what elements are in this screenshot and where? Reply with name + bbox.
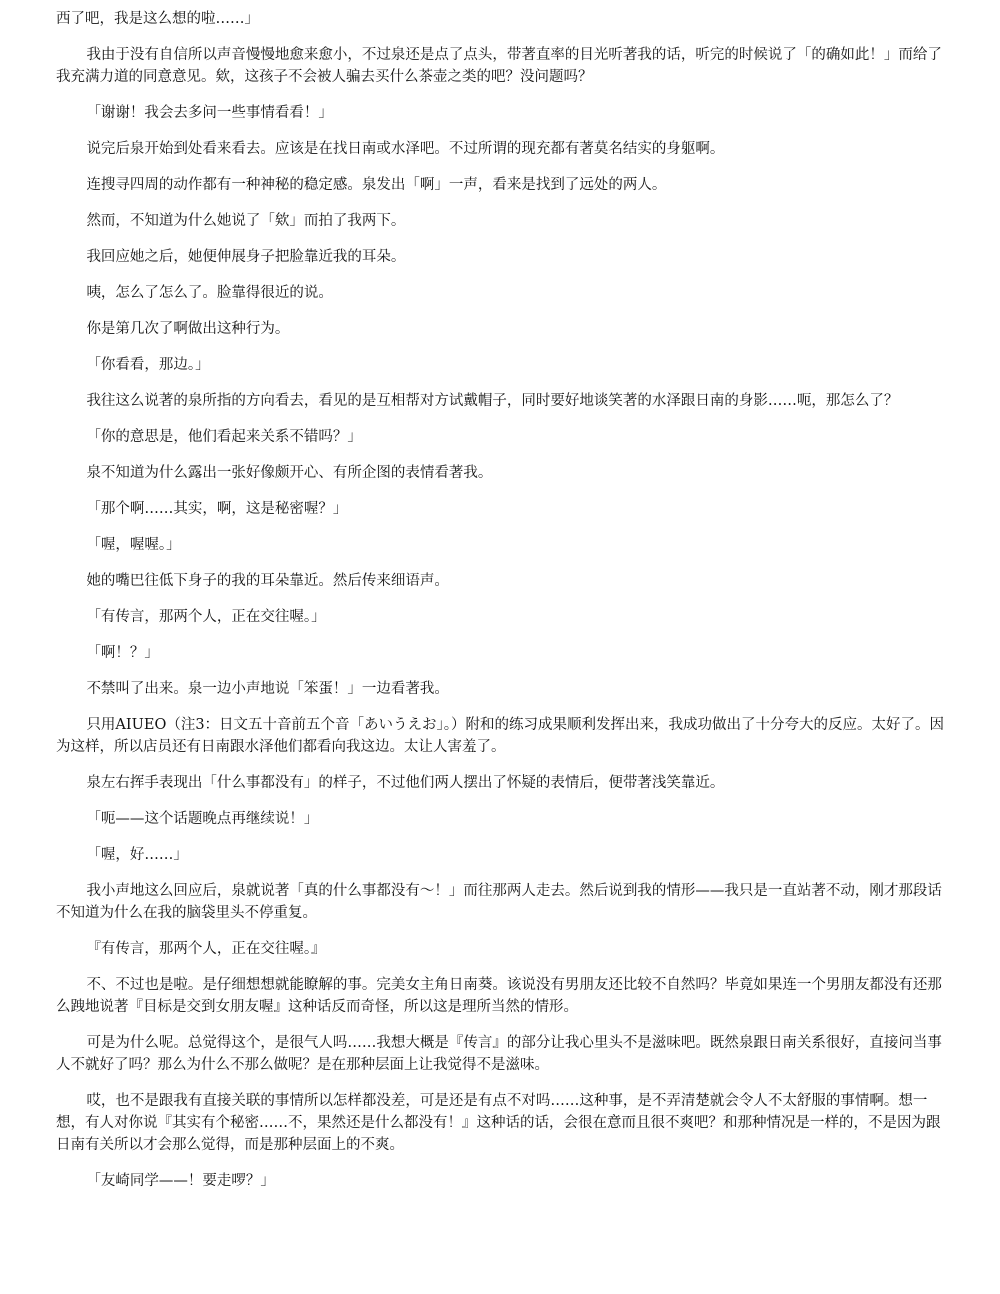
paragraph: 「你看看，那边。」 <box>86 357 210 373</box>
paragraph: 不、不过也是啦。是仔细想想就能瞭解的事。完美女主角日南葵。该说没有男朋友还比较不自然吗？毕竟如果连一个男朋友都没有还那么跩地说著『目标是交到女朋友喔』这种话反而奇怪，所以这是理所当然的情形。 <box>56 977 942 1015</box>
paragraph: 连搜寻四周的动作都有一种神秘的稳定感。泉发出「啊」一声，看来是找到了远处的两人。 <box>86 177 667 193</box>
paragraph: 「呃——这个话题晚点再继续说！」 <box>86 811 319 827</box>
paragraph: 「啊！？」 <box>86 645 159 661</box>
paragraph: 她的嘴巴往低下身子的我的耳朵靠近。然后传来细语声。 <box>86 573 449 589</box>
paragraph: 「有传言，那两个人，正在交往喔。」 <box>86 609 326 625</box>
paragraph: 说完后泉开始到处看来看去。应该是在找日南或水泽吧。不过所谓的现充都有著莫名结实的身躯啊。 <box>86 141 725 157</box>
paragraph: 西了吧，我是这么想的啦……」 <box>56 11 259 27</box>
paragraph: 泉左右挥手表现出「什么事都没有」的样子，不过他们两人摆出了怀疑的表情后，便带著浅笑靠近。 <box>86 775 725 791</box>
paragraph: 然而，不知道为什么她说了「欸」而拍了我两下。 <box>86 213 406 229</box>
paragraph: 你是第几次了啊做出这种行为。 <box>86 321 290 337</box>
paragraph: 我由于没有自信所以声音慢慢地愈来愈小，不过泉还是点了点头，带著直率的目光听著我的话，听完的时候说了「的确如此！」而给了我充满力道的同意意见。欸，这孩子不会被人骗去买什么茶壶之类的吧？没问题吗？ <box>56 47 942 85</box>
paragraph: 「喔，喔喔。」 <box>86 537 181 553</box>
paragraph: 「友崎同学——！要走啰？」 <box>86 1173 275 1189</box>
paragraph: 我往这么说著的泉所指的方向看去，看见的是互相帮对方试戴帽子，同时要好地谈笑著的水泽跟日南的身影……呃，那怎么了？ <box>86 393 899 409</box>
paragraph: 我小声地这么回应后，泉就说著「真的什么事都没有～！」而往那两人走去。然后说到我的情形——我只是一直站著不动，刚才那段话不知道为什么在我的脑袋里头不停重复。 <box>56 883 942 921</box>
paragraph: 『有传言，那两个人，正在交往喔。』 <box>86 941 326 957</box>
paragraph: 咦，怎么了怎么了。脸靠得很近的说。 <box>86 285 333 301</box>
paragraph: 「你的意思是，他们看起来关系不错吗？」 <box>86 429 362 445</box>
paragraph: 「谢谢！我会去多问一些事情看看！」 <box>86 105 333 121</box>
paragraph: 「那个啊……其实，啊，这是秘密喔？」 <box>86 501 348 517</box>
paragraph: 可是为什么呢。总觉得这个，是很气人吗……我想大概是『传言』的部分让我心里头不是滋味吧。既然泉跟日南关系很好，直接问当事人不就好了吗？那么为什么不那么做呢？是在那种层面上让我觉得不是滋味。 <box>56 1035 942 1073</box>
paragraph: 「喔，好……」 <box>86 847 188 863</box>
paragraph: 哎，也不是跟我有直接关联的事情所以怎样都没差，可是还是有点不对吗……这种事，是不弄清楚就会令人不太舒服的事情啊。想一想，有人对你说『其实有个秘密……不，果然还是什么都没有！』这种话的话，会很在意而且很不爽吧？和那种情况是一样的，不是因为跟日南有关所以才会那么觉得，而是那种层面上的不爽。 <box>56 1093 941 1153</box>
paragraph: 只用AIUEO（注3：日文五十音前五个音「あいうえお」。）附和的练习成果顺利发挥出来，我成功做出了十分夸大的反应。太好了。因为这样，所以店员还有日南跟水泽他们都看向我这边。太让人害羞了。 <box>56 717 945 755</box>
paragraph: 不禁叫了出来。泉一边小声地说「笨蛋！」一边看著我。 <box>86 681 449 697</box>
paragraph: 泉不知道为什么露出一张好像颇开心、有所企图的表情看著我。 <box>86 465 493 481</box>
paragraph: 我回应她之后，她便伸展身子把脸靠近我的耳朵。 <box>86 249 406 265</box>
